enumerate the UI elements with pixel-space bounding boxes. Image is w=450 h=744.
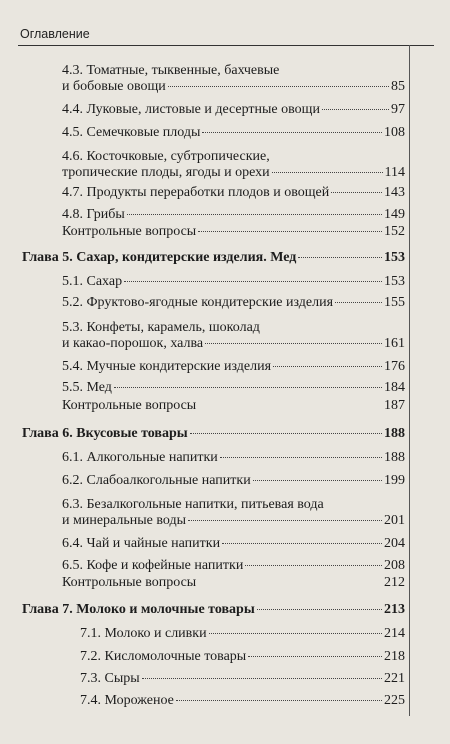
- toc-chapter-entry: [22, 425, 405, 442]
- toc-entry-title: и бобовые овощи: [62, 79, 166, 94]
- header-rule: [18, 45, 434, 46]
- toc-entry-title: 7.4. Мороженое: [80, 693, 174, 708]
- toc-entry: [62, 294, 405, 311]
- toc-entry-title: Контрольные вопросы: [62, 575, 197, 590]
- dot-leader: [209, 633, 382, 634]
- toc-entry: [80, 670, 405, 687]
- toc-page-number: 153: [384, 250, 405, 265]
- dot-leader: [331, 192, 382, 193]
- dot-leader: [257, 609, 382, 610]
- toc-entry: [62, 574, 405, 591]
- toc-entry-title: 4.4. Луковые, листовые и десертные овощи: [62, 102, 320, 117]
- dot-leader: [198, 231, 382, 232]
- dot-leader: [222, 543, 382, 544]
- toc-page-number: 225: [384, 693, 405, 708]
- toc-entry-title: 4.6. Косточковые, субтропические,: [62, 149, 270, 164]
- toc-entry-title: Контрольные вопросы: [62, 398, 197, 413]
- dot-leader: [272, 172, 383, 173]
- toc-page-number: 201: [384, 513, 405, 528]
- toc-entry: [62, 449, 405, 466]
- toc-entry: [62, 535, 405, 552]
- dot-leader: [142, 678, 382, 679]
- toc-entry: [62, 472, 405, 489]
- toc-entry: [62, 101, 405, 118]
- toc-page-number: 176: [384, 359, 405, 374]
- toc-page-number: 214: [384, 626, 405, 641]
- toc-page-number: 155: [384, 295, 405, 310]
- toc-page-number: 204: [384, 536, 405, 551]
- toc-entry: [62, 184, 405, 201]
- toc-page-number: 188: [384, 426, 405, 441]
- toc-entry-title: 4.5. Семечковые плоды: [62, 125, 201, 140]
- toc-entry: [62, 206, 405, 223]
- toc-entry: [62, 358, 405, 375]
- dot-leader: [253, 480, 382, 481]
- toc-page-number: 97: [391, 102, 405, 117]
- running-header: Оглавление: [20, 27, 90, 41]
- dot-leader: [220, 457, 382, 458]
- toc-page-number: 212: [384, 575, 405, 590]
- toc-chapter-entry: [22, 249, 405, 266]
- toc-entry: [62, 512, 405, 529]
- toc-page-number: 85: [391, 79, 405, 94]
- dot-leader: [322, 109, 389, 110]
- dot-leader: [202, 132, 382, 133]
- toc-entry: [62, 273, 405, 290]
- toc-entry-title: Глава 7. Молоко и молочные товары: [22, 602, 255, 617]
- toc-entry-title: 4.8. Грибы: [62, 207, 125, 222]
- toc-entry-title: 7.1. Молоко и сливки: [80, 626, 207, 641]
- dot-leader: [273, 366, 382, 367]
- toc-page-number: 153: [384, 274, 405, 289]
- toc-entry: [62, 164, 405, 181]
- toc-entry: [62, 319, 405, 336]
- toc-entry: [62, 397, 405, 414]
- toc-entry-title: 6.1. Алкогольные напитки: [62, 450, 218, 465]
- toc-page-number: 114: [384, 165, 405, 180]
- toc-page-number: 221: [384, 671, 405, 686]
- toc-entry-title: Глава 5. Сахар, кондитерские изделия. Мед: [22, 250, 297, 265]
- toc-entry-title: 6.3. Безалкогольные напитки, питьевая вода: [62, 497, 324, 512]
- toc-entry-title: 5.2. Фруктово-ягодные кондитерские изделия: [62, 295, 334, 310]
- toc-entry: [80, 692, 405, 709]
- toc-entry: [80, 625, 405, 642]
- dot-leader: [190, 433, 382, 434]
- toc-entry-title: 5.1. Сахар: [62, 274, 123, 289]
- toc-page-number: 143: [384, 185, 405, 200]
- toc-entry: [62, 148, 405, 165]
- toc-page-number: 208: [384, 558, 405, 573]
- toc-entry: [62, 557, 405, 574]
- margin-rule: [409, 45, 410, 716]
- toc-entry-title: Контрольные вопросы: [62, 224, 197, 239]
- dot-leader: [298, 257, 382, 258]
- toc-entry-title: 7.3. Сыры: [80, 671, 140, 686]
- toc-entry-title: 6.2. Слабоалкогольные напитки: [62, 473, 251, 488]
- dot-leader: [248, 656, 382, 657]
- toc-entry-title: 5.5. Мед: [62, 380, 112, 395]
- toc-entry: [62, 78, 405, 95]
- dot-leader: [168, 86, 389, 87]
- toc-page-number: 152: [384, 224, 405, 239]
- toc-entry: [80, 648, 405, 665]
- dot-leader: [188, 520, 382, 521]
- toc-page-number: 218: [384, 649, 405, 664]
- toc-entry: [62, 379, 405, 396]
- toc-entry: [62, 62, 405, 79]
- dot-leader: [114, 387, 382, 388]
- toc-page-number: 188: [384, 450, 405, 465]
- toc-chapter-entry: [22, 601, 405, 618]
- toc-entry: [62, 124, 405, 141]
- toc-entry-title: тропические плоды, ягоды и орехи: [62, 165, 270, 180]
- toc-entry: [62, 223, 405, 240]
- toc-entry-title: 5.3. Конфеты, карамель, шоколад: [62, 320, 260, 335]
- dot-leader: [124, 281, 382, 282]
- dot-leader: [205, 343, 382, 344]
- toc-page-number: 184: [384, 380, 405, 395]
- toc-entry: [62, 496, 405, 513]
- toc-entry: [62, 335, 405, 352]
- toc-entry-title: 5.4. Мучные кондитерские изделия: [62, 359, 272, 374]
- toc-entry-title: 4.7. Продукты переработки плодов и овощей: [62, 185, 330, 200]
- toc-entry-title: 7.2. Кисломолочные товары: [80, 649, 247, 664]
- toc-page-number: 149: [384, 207, 405, 222]
- dot-leader: [176, 700, 382, 701]
- toc-page-number: 108: [384, 125, 405, 140]
- toc-entry-title: и минеральные воды: [62, 513, 187, 528]
- toc-page-number: 187: [384, 398, 405, 413]
- toc-entry-title: и какао-порошок, халва: [62, 336, 204, 351]
- dot-leader: [245, 565, 382, 566]
- toc-entry-title: 6.5. Кофе и кофейные напитки: [62, 558, 244, 573]
- dot-leader: [335, 302, 382, 303]
- toc-page-number: 213: [384, 602, 405, 617]
- toc-page-number: 199: [384, 473, 405, 488]
- toc-entry-title: Глава 6. Вкусовые товары: [22, 426, 188, 441]
- toc-entry-title: 4.3. Томатные, тыквенные, бахчевые: [62, 63, 280, 78]
- toc-page-number: 161: [384, 336, 405, 351]
- dot-leader: [127, 214, 382, 215]
- toc-entry-title: 6.4. Чай и чайные напитки: [62, 536, 221, 551]
